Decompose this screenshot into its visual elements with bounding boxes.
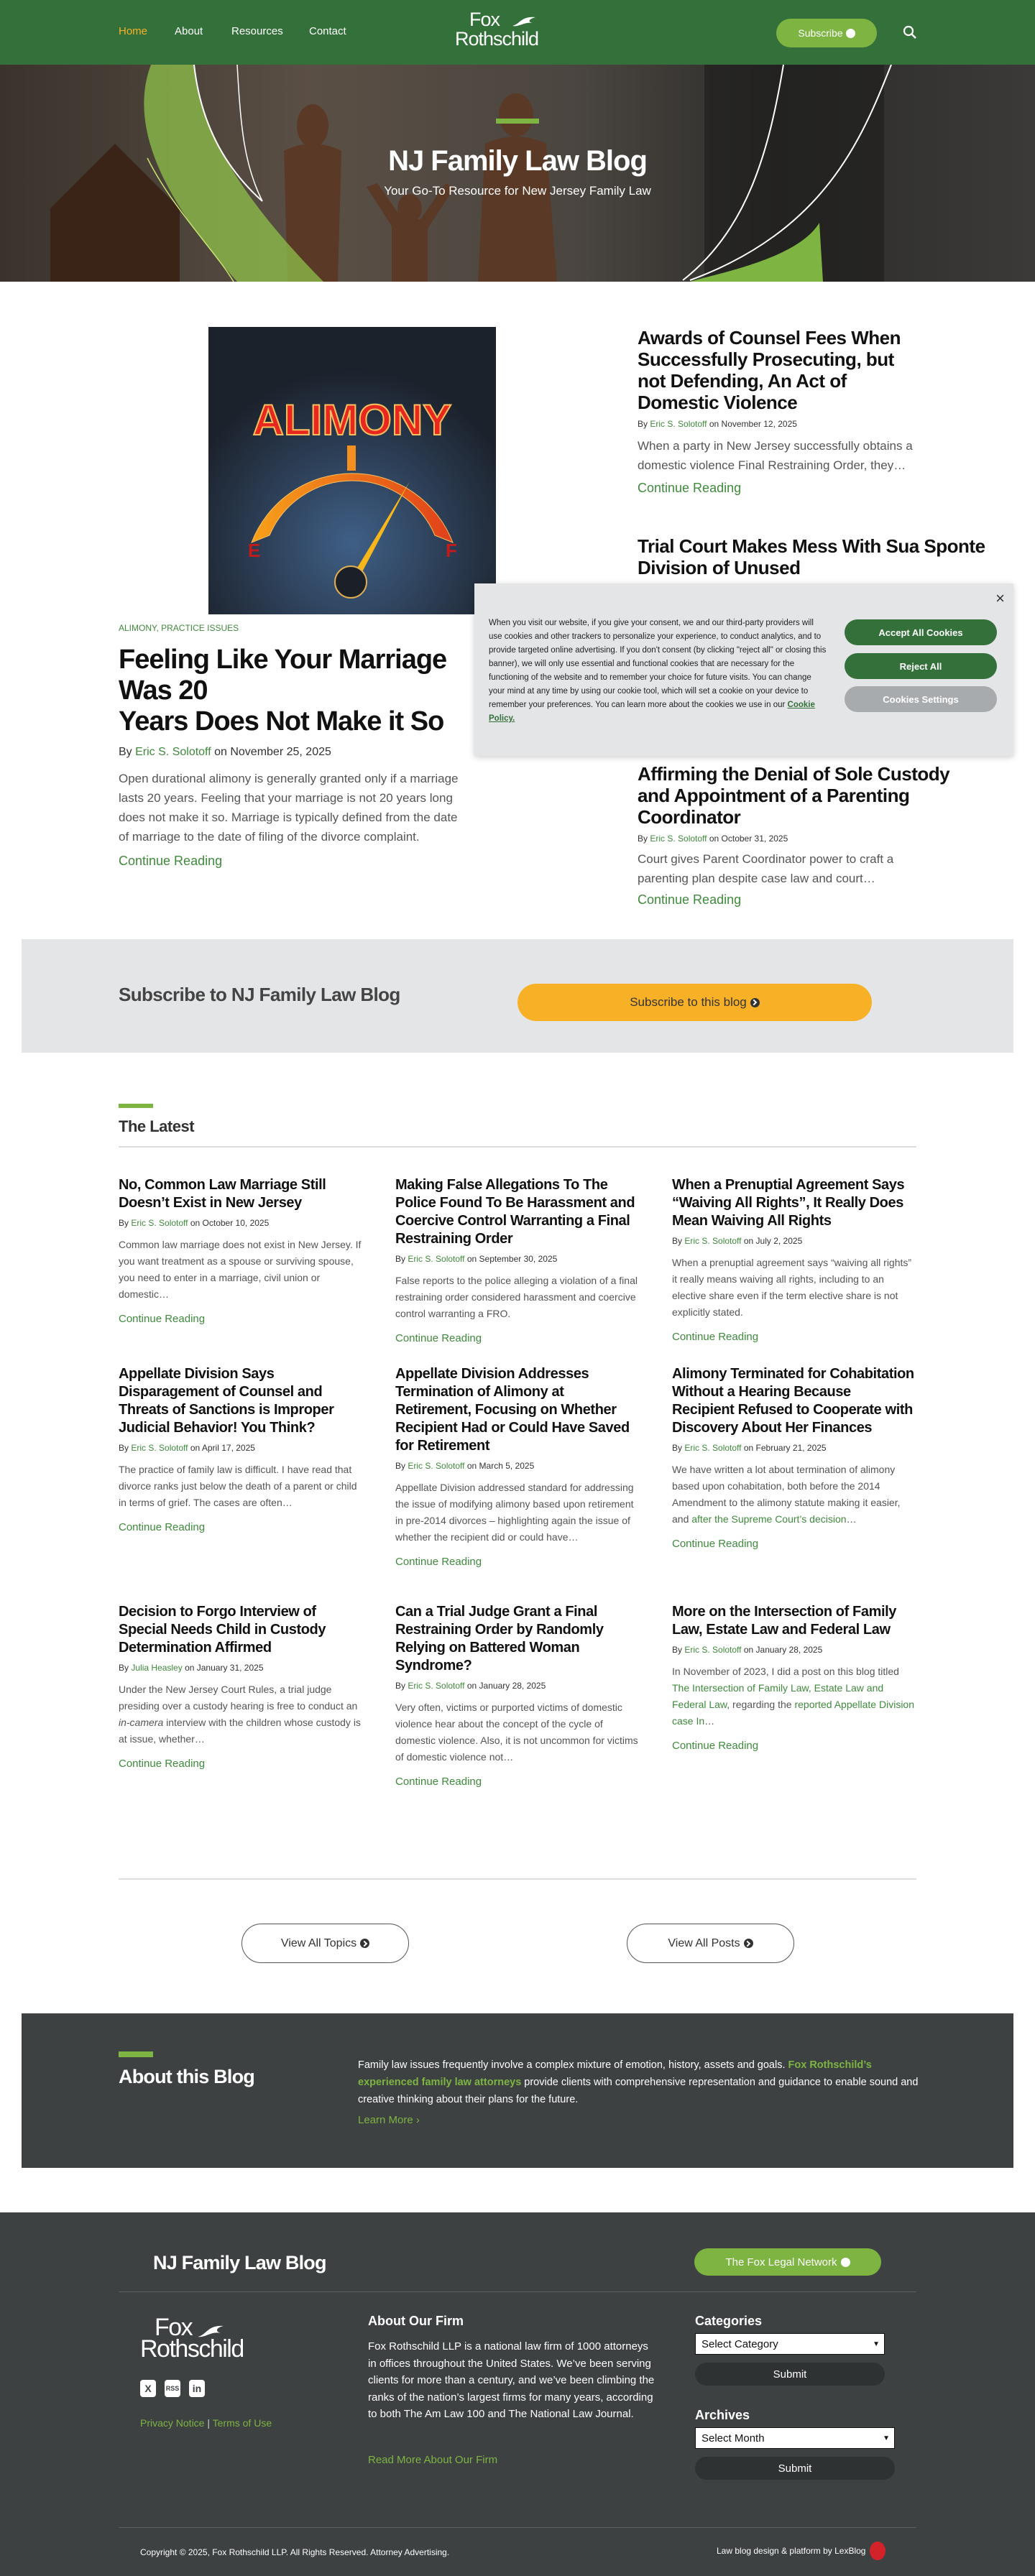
chevron-down-icon: ▼ [873,2340,880,2348]
cookie-description: When you visit our website, if you give your consent, we and our third-party providers will use cookies and other trackers to personalize your experience, to conduct analytics, and to provide targeted online advertising. If you don't consent (by clicking "reject all" or closing this banner), we will only use essential and functional cookies that are necessary for the functioning of the website and to remember your choice for future visits. You can change your mind at any time by using our cookie tool, which will set a cookie on your device to remember your preferences. You can learn more about the cookies we use in our [489,619,827,709]
post-title[interactable]: Appellate Division Says Disparagement of Counsel and Threats of Sanctions is Improper Judicial Behavior! You Think? [119,1366,334,1436]
author-link[interactable]: Eric S. Solotoff [135,746,211,758]
excerpt-text: Appellate Division addressed standard for addressing the issue of modifying alimony based upon retirement in pre-2014 divorces – highlighting again the issue of whether the recipient did or could have… [395,1482,634,1543]
author-link[interactable]: Eric S. Solotoff [650,419,707,429]
author-link[interactable]: Eric S. Solotoff [684,1443,742,1453]
byline-prefix: By [119,1443,129,1453]
post-date: on October 10, 2025 [190,1218,270,1228]
post-excerpt [395,1479,640,1546]
lexblog-credit[interactable] [717,2542,886,2560]
logo-text: Rothschild [455,28,539,50]
nav-resources[interactable]: Resources [231,25,283,37]
author-link[interactable]: Eric S. Solotoff [684,1236,742,1246]
side-post-byline [638,419,925,429]
nav-contact[interactable]: Contact [309,25,346,37]
chevron-right-icon [846,29,855,38]
author-link[interactable]: Eric S. Solotoff [408,1681,465,1691]
side-post-excerpt: Court gives Parent Coordinator power to craft a parenting plan despite case law and court… [638,852,894,885]
logo-text: Rothschild [140,2335,244,2363]
post-date: on September 30, 2025 [466,1254,558,1264]
post-card [395,1603,640,1788]
side-post [638,327,925,496]
posts-row [119,1603,916,1788]
chevron-right-icon [841,2258,850,2267]
post-title[interactable]: Can a Trial Judge Grant a Final Restraining Order by Randomly Relying on Battered Woman Syndrome? [395,1604,604,1674]
post-excerpt [119,1237,363,1303]
hero-subtitle: Your Go-To Resource for New Jersey Family Law [384,184,651,198]
post-card [119,1176,363,1344]
post-card [395,1176,640,1344]
reject-all-button[interactable]: Reject All [845,653,997,679]
cookie-consent-banner [474,583,1013,756]
byline-prefix: By [395,1461,406,1471]
continue-reading-link[interactable]: Continue Reading [119,854,223,868]
post-date: on January 28, 2025 [466,1681,546,1691]
privacy-notice-link[interactable]: Privacy Notice [140,2417,205,2429]
author-link[interactable]: Eric S. Solotoff [131,1218,188,1228]
featured-image[interactable] [208,327,496,614]
close-icon[interactable]: × [995,589,1005,607]
post-byline [119,1218,363,1228]
nav-about[interactable]: About [175,25,203,37]
fox-tail-icon [196,2322,225,2338]
featured-post-title[interactable] [119,645,464,737]
accent-bar [496,119,539,124]
excerpt-text: In November of 2023, I did a post on this blog titled [672,1666,899,1677]
author-link[interactable]: Eric S. Solotoff [408,1254,465,1264]
divider [119,2527,916,2528]
post-date: on January 31, 2025 [185,1663,264,1673]
side-post [638,763,961,908]
credit-text: Law blog design & platform by LexBlog [717,2546,866,2556]
image-text: E [248,540,261,561]
category-select[interactable] [695,2333,885,2355]
excerpt-text: Very often, victims or purported victims of domestic violence hear about the concept of the cycle of domestic violence. Also, it is not uncommon for victims of domestic violence not… [395,1702,638,1763]
divider [119,1146,916,1148]
post-byline [672,1236,916,1246]
hero-banner [0,65,1035,282]
excerpt-link[interactable]: after the Supreme Court’s decision [691,1513,847,1525]
button-label: View All Topics [280,1936,357,1949]
continue-reading-link[interactable]: Continue Reading [395,1776,482,1788]
attorneys-link[interactable]: Fox Rothschild’s experienced family law attorneys [358,2059,872,2088]
byline-prefix: By [119,1663,129,1673]
terms-of-use-link[interactable]: Terms of Use [212,2417,272,2429]
continue-reading-link[interactable]: Continue Reading [638,481,742,495]
footer-title: NJ Family Law Blog [153,2252,326,2273]
about-heading: About this Blog [119,2066,254,2087]
cookie-policy-link[interactable]: Cookie Policy. [489,701,815,723]
byline-prefix: By [672,1443,683,1453]
continue-reading-link[interactable]: Continue Reading [672,1538,759,1550]
post-title[interactable]: Making False Allegations To The Police Found To Be Harassment and Coercive Control Warranting a Final Restraining Order [395,1177,635,1247]
excerpt-text: The practice of family law is difficult. I have read that divorce ranks just below the death of a parent or child in terms of grief. The cases are often… [119,1464,357,1508]
excerpt-text: … [846,1513,857,1525]
subscribe-heading: Subscribe to NJ Family Law Blog [119,984,400,1005]
post-excerpt [395,1273,640,1322]
byline-prefix: By [672,1236,683,1246]
category-submit-button[interactable]: Submit [695,2363,885,2386]
fox-tail-icon [511,14,537,27]
continue-reading-link[interactable]: Continue Reading [672,1331,759,1343]
learn-more-link[interactable]: Learn More › [358,2114,420,2126]
search-icon[interactable] [903,25,917,40]
post-byline [395,1681,640,1691]
byline-prefix: By [638,419,648,429]
view-all-topics-button[interactable] [242,1924,409,1963]
archive-submit-button[interactable]: Submit [695,2457,895,2480]
post-title[interactable]: No, Common Law Marriage Still Doesn’t Exist in New Jersey [119,1177,326,1211]
post-excerpt [672,1462,916,1528]
chevron-right-icon [750,998,760,1007]
x-twitter-icon[interactable]: X [140,2380,156,2397]
about-firm-heading: About Our Firm [368,2314,464,2328]
legal-links: Privacy Notice | Terms of Use [140,2417,272,2429]
post-excerpt [395,1699,640,1765]
accent-bar [119,1104,153,1108]
author-link[interactable]: Eric S. Solotoff [684,1645,742,1655]
firm-description: Fox Rothschild LLP is a national law firm of 1000 attorneys in offices throughout the United States. We’ve been serving clients for more than a century, and we’ve been climbing the ranks of the nation’s largest firms for many years, according to both The Am Law 100 and The National Law Journal. [368,2340,655,2420]
subscribe-band [22,939,1013,1053]
post-byline [672,1443,916,1453]
button-label: The Fox Legal Network [725,2256,837,2268]
post-card [672,1365,916,1568]
byline-prefix: By [119,1218,129,1228]
excerpt-text: False reports to the police alleging a violation of a final restraining order considered harassment and coercive control warranting a FRO. [395,1275,638,1319]
latest-heading: The Latest [119,1117,195,1135]
excerpt-text: interview with the children whose custody is at issue, whether… [119,1717,361,1745]
posts-row [119,1365,916,1568]
post-date: on January 28, 2025 [743,1645,823,1655]
continue-reading-link[interactable]: Continue Reading [119,1313,206,1325]
logo-text: Fox [155,2314,193,2341]
excerpt-text: … [704,1715,715,1727]
chevron-right-icon [744,1939,753,1948]
copyright: Copyright © 2025, Fox Rothschild LLP. All Rights Reserved. Attorney Advertising. [140,2547,450,2557]
post-byline [119,1663,363,1673]
image-text: ALIMONY [252,396,452,444]
author-link[interactable]: Eric S. Solotoff [131,1443,188,1453]
excerpt-text: Under the New Jersey Court Rules, a trial judge presiding over a custody hearing is free to conduct an [119,1684,358,1712]
read-more-firm-link[interactable]: Read More About Our Firm [368,2454,498,2466]
logo-text: Fox [469,9,500,30]
cookies-settings-button[interactable]: Cookies Settings [845,686,997,712]
nav-home[interactable]: Home [119,25,148,37]
featured-post [119,623,464,869]
subscribe-button[interactable] [776,19,877,47]
post-excerpt [119,1462,363,1511]
continue-reading-link[interactable]: Continue Reading [395,1556,482,1568]
cookie-text [489,617,827,726]
post-card [119,1603,363,1788]
chevron-right-icon [360,1939,369,1948]
categories-heading: Categories [695,2314,763,2328]
byline-prefix: By [395,1681,406,1691]
continue-reading-link[interactable]: Continue Reading [119,1758,206,1770]
accent-bar [119,2051,153,2057]
site-footer [0,2212,1035,2576]
post-date: on October 31, 2025 [709,834,788,844]
linkedin-icon[interactable]: in [189,2380,205,2397]
select-value: Select Month [702,2432,765,2445]
post-date: on November 25, 2025 [214,746,331,758]
about-text [358,2056,933,2108]
fox-legal-network-button[interactable] [694,2248,881,2276]
button-label: Subscribe to this blog [630,995,747,1009]
lexblog-logo-icon [870,2542,886,2560]
excerpt-text: in-camera [119,1717,164,1728]
post-byline [119,1443,363,1453]
post-byline [395,1254,640,1264]
continue-reading-link[interactable]: Continue Reading [638,892,742,907]
side-post-title[interactable]: Awards of Counsel Fees When Successfully Prosecuting, but not Defending, An Act of Domestic Violence [638,327,901,413]
posts-row [119,1176,916,1344]
about-blog-section [22,2013,1013,2168]
rss-icon[interactable]: RSS [165,2380,180,2397]
author-link[interactable]: Eric S. Solotoff [650,834,707,844]
featured-byline [119,746,464,759]
side-post-title[interactable]: Affirming the Denial of Sole Custody and Appointment of a Parenting Coordinator [638,763,950,828]
post-date: on April 17, 2025 [190,1443,255,1453]
post-date: on March 5, 2025 [466,1461,535,1471]
author-link[interactable]: Julia Heasley [131,1663,183,1673]
excerpt-link[interactable]: reported Appellate Division case In [672,1699,914,1727]
fox-rothschild-logo[interactable] [455,10,538,49]
image-text: F [446,540,457,561]
divider [119,1878,916,1880]
site-header [0,0,1035,65]
post-title[interactable]: Decision to Forgo Interview of Special Needs Child in Custody Determination Affirmed [119,1604,326,1656]
social-links [140,2380,205,2397]
chevron-down-icon: ▼ [883,2434,890,2442]
subscribe-to-blog-button[interactable] [518,984,872,1021]
side-post-title[interactable]: Trial Court Makes Mess With Sua Sponte Division of Unused [638,535,985,578]
select-value: Select Category [702,2337,778,2350]
byline-prefix: By [638,834,648,844]
archive-select[interactable] [695,2427,895,2449]
byline-prefix: By [119,746,132,758]
post-title[interactable]: More on the Intersection of Family Law, Estate Law and Federal Law [672,1604,896,1638]
footer-logo[interactable] [140,2314,244,2363]
continue-reading-link[interactable]: Continue Reading [395,1332,482,1344]
accept-all-cookies-button[interactable]: Accept All Cookies [845,619,997,645]
post-card [395,1365,640,1568]
excerpt-text: We have written a lot about termination of alimony based upon cohabitation, both before the 2014 Amendment to the alimony statute making it easier, and [672,1464,901,1525]
post-excerpt [672,1255,916,1321]
featured-excerpt: Open durational alimony is generally granted only if a marriage lasts 20 years. Feeling that your marriage is not 20 years long does not make it so. Marriage is typically defined from the date of marriage to the date of filing of the divorce complaint. [119,772,459,844]
post-title[interactable]: Appellate Division Addresses Termination of Alimony at Retirement, Focusing on Whether Recipient Had or Could Have Saved for Retirement [395,1366,630,1454]
title-line: Feeling Like Your Marriage Was 20 [119,645,447,706]
post-excerpt [672,1663,916,1730]
byline-prefix: By [672,1645,683,1655]
hero-title: NJ Family Law Blog [388,145,647,177]
continue-reading-link[interactable]: Continue Reading [119,1521,206,1533]
post-byline [395,1461,640,1471]
continue-reading-link[interactable]: Continue Reading [672,1740,759,1752]
excerpt-text: Common law marriage does not exist in New Jersey. If you want treatment as a spouse or surviving spouse, you need to enter in a marriage, civil union or domestic… [119,1239,362,1300]
button-label: View All Posts [668,1936,740,1949]
side-post-excerpt: When a party in New Jersey successfully obtains a domestic violence Final Restraining Order, they… [638,439,913,472]
side-post-byline [638,834,961,844]
divider [119,2291,916,2292]
post-byline [672,1645,916,1655]
post-card [119,1365,363,1568]
post-excerpt [119,1681,363,1748]
subscribe-label: Subscribe [798,27,843,39]
archives-heading: Archives [695,2408,750,2422]
post-title[interactable]: When a Prenuptial Agreement Says “Waiving All Rights”, It Really Does Mean Waiving All Rights [672,1177,905,1229]
view-all-posts-button[interactable] [627,1924,794,1963]
post-date: on July 2, 2025 [743,1236,803,1246]
excerpt-text: , regarding the [727,1699,795,1710]
about-text-part: Family law issues frequently involve a complex mixture of emotion, history, assets and goals. [358,2059,788,2071]
post-date: on February 21, 2025 [743,1443,827,1453]
author-link[interactable]: Eric S. Solotoff [408,1461,465,1471]
post-card [672,1603,916,1788]
about-text-part: provide clients with comprehensive representation and guidance to enable sound and creative thinking about their plans for the future. [358,2077,919,2105]
post-date: on November 12, 2025 [709,419,797,429]
excerpt-link[interactable]: The Intersection of Family Law, Estate Law and Federal Law [672,1682,884,1710]
excerpt-text: When a prenuptial agreement says “waiving all rights” it really means waiving all rights, including to an elective share even if the term elective share is not explicitly stated. [672,1257,912,1318]
post-title[interactable]: Alimony Terminated for Cohabitation Without a Hearing Because Recipient Refused to Cooperate with Discovery About Her Finances [672,1366,914,1436]
byline-prefix: By [395,1254,406,1264]
post-categories[interactable]: ALIMONY, PRACTICE ISSUES [119,623,239,633]
title-line: Years Does Not Make it So [119,706,444,737]
post-card [672,1176,916,1344]
